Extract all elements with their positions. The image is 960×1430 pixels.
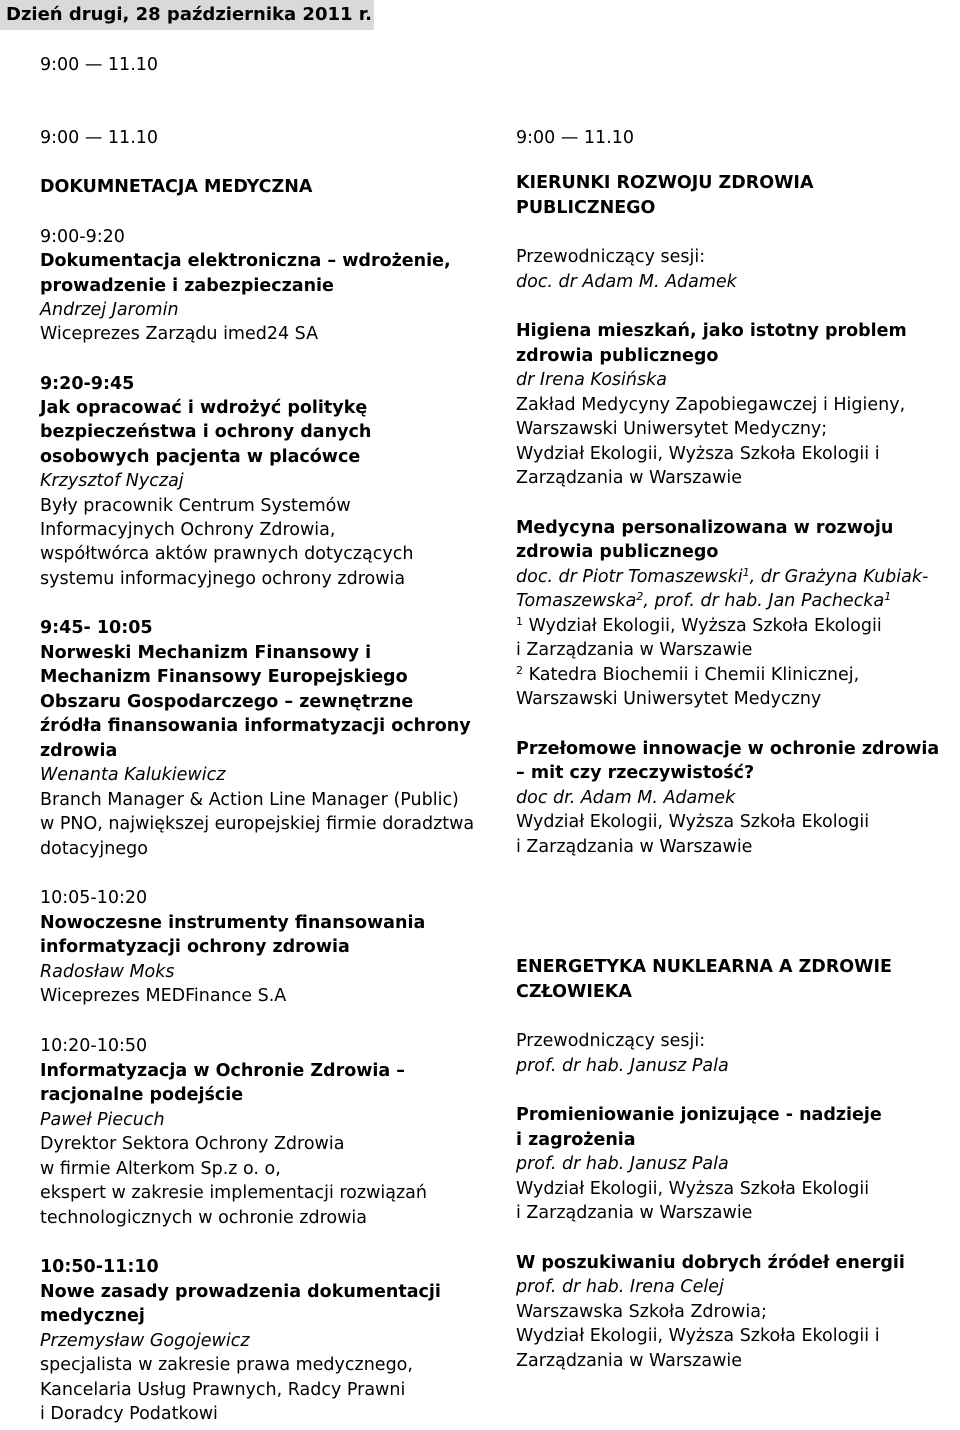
talk-title: bezpieczeństwa i ochrony danych [40, 422, 372, 442]
speaker-name: Krzysztof Nyczaj [40, 471, 184, 491]
speaker-affiliation: Wydział Ekologii, Wyższa Szkoła Ekologii [516, 812, 870, 832]
talk-title: osobowych pacjenta w placówce [40, 447, 361, 467]
talk-time: 9:00-9:20 [40, 227, 125, 247]
header-time: 9:00 — 11.10 [40, 55, 159, 75]
speaker-affiliation: Warszawska Szkoła Zdrowia; [516, 1302, 767, 1322]
speaker-affiliation: i Zarządzania w Warszawie [516, 837, 753, 857]
speaker-affiliation: Wiceprezes MEDFinance S.A [40, 986, 287, 1006]
speaker-affiliation: systemu informacyjnego ochrony zdrowia [40, 569, 406, 589]
speaker-affiliation: $^2$ Katedra Biochemii i Chemii Klinicznej, [516, 664, 860, 685]
speaker-affiliation: i Zarządzania w Warszawie [516, 1203, 753, 1223]
right-session-time: 9:00 — 11.10 [516, 128, 635, 148]
left-session-time: 9:00 — 11.10 [40, 128, 159, 148]
speaker-affiliation: $^1$ Wydział Ekologii, Wyższa Szkoła Ekologii [516, 615, 882, 636]
talk-title: Nowe zasady prowadzenia dokumentacji [40, 1282, 441, 1302]
talk-title: – mit czy rzeczywistość? [516, 763, 755, 783]
speaker-name: prof. dr hab. Janusz Pala [516, 1154, 729, 1174]
speaker-affiliation: Warszawski Uniwersytet Medyczny; [516, 419, 828, 439]
speaker-affiliation: w firmie Alterkom Sp.z o. o, [40, 1159, 281, 1179]
speaker-affiliation: Warszawski Uniwersytet Medyczny [516, 689, 822, 709]
chair-name: prof. dr hab. Janusz Pala [516, 1056, 729, 1076]
section-title: CZŁOWIEKA [516, 982, 632, 1002]
speaker-affiliation: Wydział Ekologii, Wyższa Szkoła Ekologii i [516, 1326, 880, 1346]
day-header: Dzień drugi, 28 października 2011 r. [0, 0, 374, 30]
speaker-name: Przemysław Gogojewicz [40, 1331, 250, 1351]
talk-title: zdrowia publicznego [516, 542, 719, 562]
talk-title: Norweski Mechanizm Finansowy i [40, 643, 372, 663]
speaker-affiliation: Wydział Ekologii, Wyższa Szkoła Ekologii i [516, 444, 880, 464]
speaker-affiliation: Zarządzania w Warszawie [516, 468, 743, 488]
speaker-affiliation: dotacyjnego [40, 839, 148, 859]
talk-title: zdrowia publicznego [516, 346, 719, 366]
talk-title: Mechanizm Finansowy Europejskiego [40, 667, 408, 687]
speaker-affiliation: ekspert w zakresie implementacji rozwiązań [40, 1183, 427, 1203]
talk-title: zdrowia [40, 741, 118, 761]
left-section-title: DOKUMNETACJA MEDYCZNA [40, 177, 313, 197]
section-title: ENERGETYKA NUKLEARNA A ZDROWIE [516, 957, 892, 977]
speaker-name: prof. dr hab. Irena Celej [516, 1277, 724, 1297]
speaker-affiliation: Wydział Ekologii, Wyższa Szkoła Ekologii [516, 1179, 870, 1199]
talk-title: prowadzenie i zabezpieczanie [40, 276, 334, 296]
talk-title: Informatyzacja w Ochronie Zdrowia – [40, 1061, 406, 1081]
chair-label: Przewodniczący sesji: [516, 247, 706, 267]
speaker-name: Andrzej Jaromin [40, 300, 179, 320]
speaker-names: doc. dr Piotr Tomaszewski$^1$, dr Grażyna Kubiak- [516, 566, 929, 587]
chair-name: doc. dr Adam M. Adamek [516, 272, 737, 292]
talk-title: informatyzacji ochrony zdrowia [40, 937, 350, 957]
talk-title: Nowoczesne instrumenty finansowania [40, 913, 426, 933]
speaker-affiliation: Zakład Medycyny Zapobiegawczej i Higieny, [516, 395, 906, 415]
speaker-affiliation: Informacyjnych Ochrony Zdrowia, [40, 520, 336, 540]
speaker-affiliation: i Zarządzania w Warszawie [516, 640, 753, 660]
speaker-affiliation: w PNO, największej europejskiej firmie doradztwa [40, 814, 475, 834]
talk-title: Medycyna personalizowana w rozwoju [516, 518, 894, 538]
talk-title: medycznej [40, 1306, 145, 1326]
speaker-affiliation: Branch Manager & Action Line Manager (Public) [40, 790, 459, 810]
talk-time: 10:20-10:50 [40, 1036, 148, 1056]
talk-title: Jak opracować i wdrożyć politykę [40, 398, 368, 418]
speaker-affiliation: technologicznych w ochronie zdrowia [40, 1208, 368, 1228]
talk-time: 10:05-10:20 [40, 888, 148, 908]
talk-time: 9:45- 10:05 [40, 618, 153, 638]
talk-time: 9:20-9:45 [40, 374, 135, 394]
speaker-affiliation: Zarządzania w Warszawie [516, 1351, 743, 1371]
talk-title: Dokumentacja elektroniczna – wdrożenie, [40, 251, 451, 271]
talk-title: Promieniowanie jonizujące - nadzieje [516, 1105, 882, 1125]
speaker-affiliation: i Doradcy Podatkowi [40, 1404, 218, 1424]
speaker-affiliation: Dyrektor Sektora Ochrony Zdrowia [40, 1134, 345, 1154]
speaker-name: dr Irena Kosińska [516, 370, 667, 390]
speaker-name: doc dr. Adam M. Adamek [516, 788, 736, 808]
speaker-affiliation: współtwórca aktów prawnych dotyczących [40, 544, 414, 564]
speaker-name: Radosław Moks [40, 962, 175, 982]
chair-label: Przewodniczący sesji: [516, 1031, 706, 1051]
speaker-affiliation: Były pracownik Centrum Systemów [40, 496, 351, 516]
talk-title: racjonalne podejście [40, 1085, 244, 1105]
talk-title: W poszukiwaniu dobrych źródeł energii [516, 1253, 905, 1273]
speaker-affiliation: Kancelaria Usług Prawnych, Radcy Prawni [40, 1380, 406, 1400]
speaker-affiliation: Wiceprezes Zarządu imed24 SA [40, 324, 319, 344]
speaker-names: Tomaszewska$^2$, prof. dr hab. Jan Pachecka$^1$ [516, 590, 892, 611]
talk-title: Higiena mieszkań, jako istotny problem [516, 321, 907, 341]
talk-time: 10:50-11:10 [40, 1257, 159, 1277]
speaker-name: Wenanta Kalukiewicz [40, 765, 226, 785]
talk-title: Obszaru Gospodarczego – zewnętrzne [40, 692, 414, 712]
talk-title: Przełomowe innowacje w ochronie zdrowia [516, 739, 940, 759]
talk-title: źródła finansowania informatyzacji ochrony [40, 716, 471, 736]
section-title: PUBLICZNEGO [516, 198, 656, 218]
talk-title: i zagrożenia [516, 1130, 636, 1150]
speaker-affiliation: specjalista w zakresie prawa medycznego, [40, 1355, 413, 1375]
speaker-name: Paweł Piecuch [40, 1110, 165, 1130]
section-title: KIERUNKI ROZWOJU ZDROWIA [516, 173, 814, 193]
